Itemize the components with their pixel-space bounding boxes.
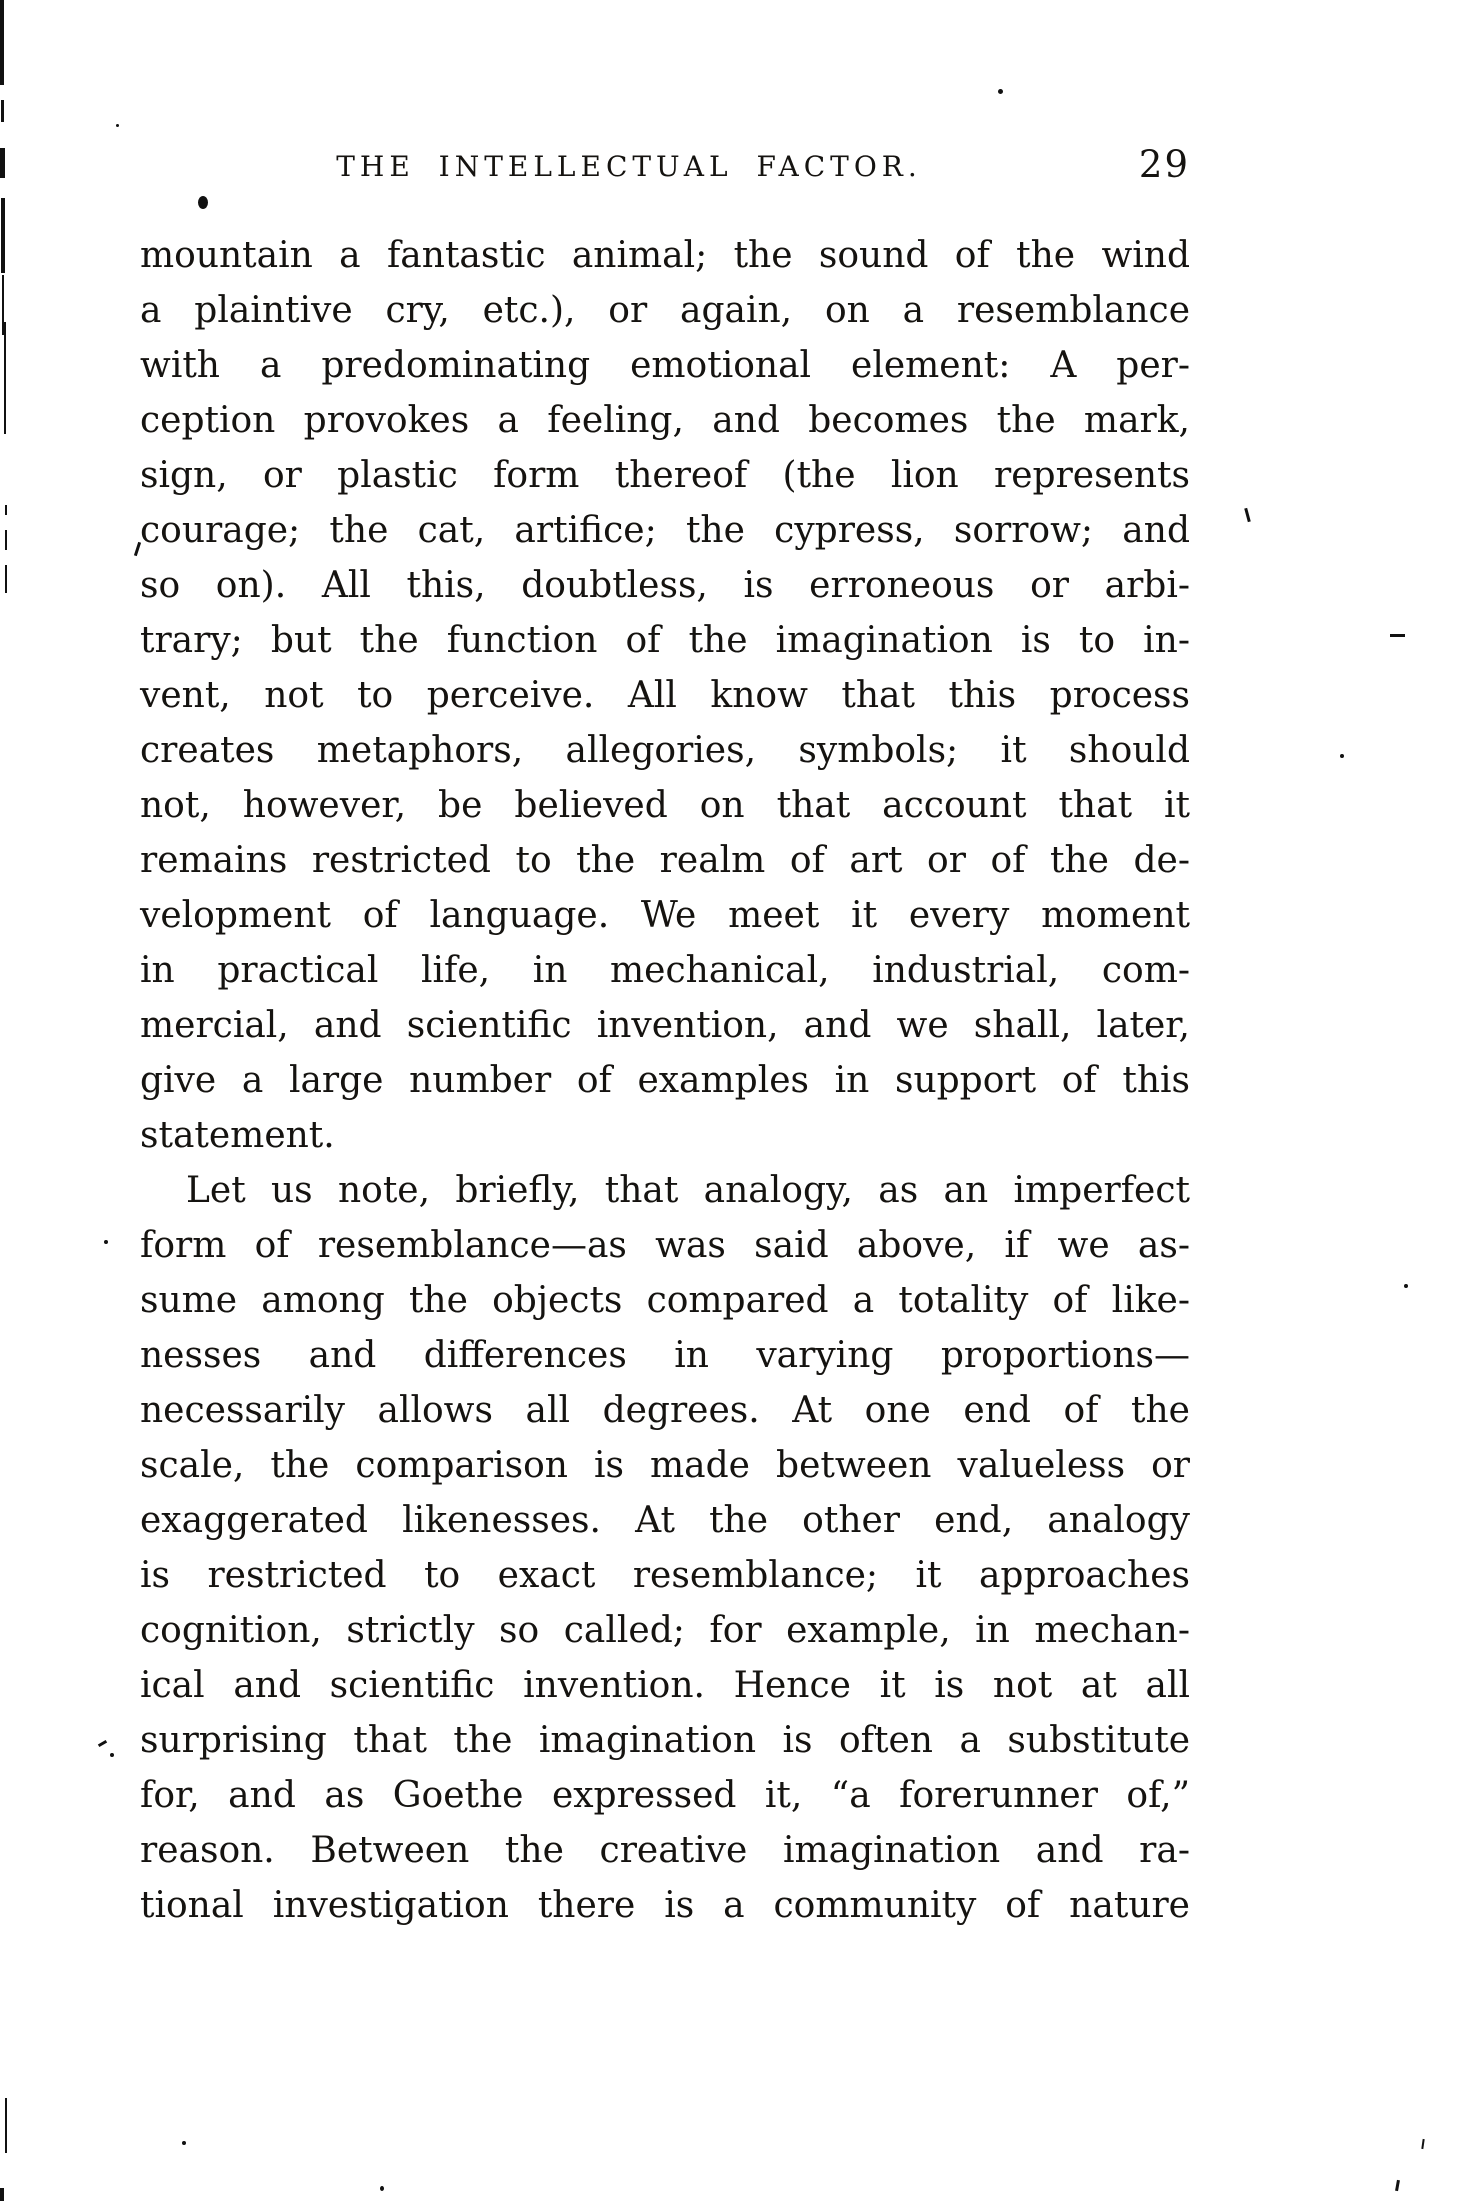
scan-artifact — [5, 505, 7, 515]
text-line: statement. — [140, 1115, 335, 1156]
text-line: a plaintive cry, etc.), or again, on a resemblance — [140, 290, 1190, 331]
text-line: reason. Between the creative imagination and ra- — [140, 1830, 1190, 1871]
text-line: ception provokes a feeling, and becomes the mark, — [140, 400, 1190, 441]
scan-artifact — [182, 2141, 186, 2145]
scan-artifact — [1, 198, 5, 273]
text-line: cognition, strictly so called; for example, in mechan- — [140, 1610, 1190, 1651]
scan-artifact — [104, 1240, 108, 1244]
text-line: remains restricted to the realm of art or of the de- — [140, 840, 1190, 881]
scan-artifact — [0, 0, 4, 85]
text-line: velopment of language. We meet it every moment — [140, 895, 1190, 936]
text-line: so on). All this, doubtless, is erroneous or arbi- — [140, 565, 1190, 606]
scan-artifact — [1340, 754, 1344, 758]
text-line: mercial, and scientific invention, and we shall, later, — [140, 1005, 1190, 1046]
scan-artifact — [1404, 1284, 1408, 1288]
scan-artifact — [1390, 634, 1405, 637]
text-line: give a large number of examples in support of this — [140, 1060, 1190, 1101]
scan-artifact — [0, 2188, 4, 2201]
text-line: scale, the comparison is made between valueless or — [140, 1445, 1190, 1486]
text-line: sume among the objects compared a totality of like- — [140, 1280, 1190, 1321]
body-text — [140, 228, 1190, 1933]
text-line: with a predominating emotional element: A per- — [140, 345, 1190, 386]
scan-artifact — [1421, 2139, 1424, 2149]
text-line: courage; the cat, artifice; the cypress, sorrow; and — [140, 510, 1190, 551]
text-line: necessarily allows all degrees. At one end of the — [140, 1390, 1190, 1431]
text-line: vent, not to perceive. All know that this process — [140, 675, 1190, 716]
text-line: surprising that the imagination is often a substitute — [140, 1720, 1190, 1761]
text-line: trary; but the function of the imagination is to in- — [140, 620, 1190, 661]
scan-artifact — [4, 322, 6, 434]
text-line: for, and as Goethe expressed it, “a forerunner of,” — [140, 1775, 1190, 1816]
paragraph-1 — [140, 228, 1190, 1163]
scan-artifact — [1244, 508, 1251, 522]
text-line: tional investigation there is a community of nature — [140, 1885, 1190, 1926]
text-line: sign, or plastic form thereof (the lion represents — [140, 455, 1190, 496]
scan-artifact — [5, 2098, 7, 2153]
text-line: nesses and differences in varying proportions— — [140, 1335, 1190, 1376]
running-header: THE INTELLECTUAL FACTOR. — [336, 150, 922, 183]
text-line: not, however, be believed on that account that it — [140, 785, 1190, 826]
scan-artifact — [198, 196, 208, 209]
scan-artifact — [110, 1753, 114, 1757]
text-line: ical and scientific invention. Hence it is not at all — [140, 1665, 1190, 1706]
text-line: mountain a fantastic animal; the sound of the wind — [140, 235, 1190, 276]
text-line: is restricted to exact resemblance; it approaches — [140, 1555, 1190, 1596]
scan-artifact — [5, 565, 7, 593]
text-line: form of resemblance—as was said above, if we as- — [140, 1225, 1190, 1266]
scan-artifact — [98, 1740, 107, 1747]
scan-artifact — [116, 124, 119, 127]
text-line: creates metaphors, allegories, symbols; it should — [140, 730, 1190, 771]
text-line: exaggerated likenesses. At the other end, analogy — [140, 1500, 1190, 1541]
scan-artifact — [998, 89, 1003, 94]
paragraph-2 — [140, 1163, 1190, 1933]
scan-artifact — [0, 148, 5, 178]
text-line: in practical life, in mechanical, industrial, com- — [140, 950, 1190, 991]
scan-artifact — [380, 2186, 384, 2191]
scan-artifact — [1, 100, 4, 122]
page-number: 29 — [1138, 143, 1190, 186]
scan-artifact — [1395, 2180, 1400, 2191]
scan-artifact — [5, 530, 7, 550]
text-line: Let us note, briefly, that analogy, as an imperfect — [186, 1170, 1190, 1211]
